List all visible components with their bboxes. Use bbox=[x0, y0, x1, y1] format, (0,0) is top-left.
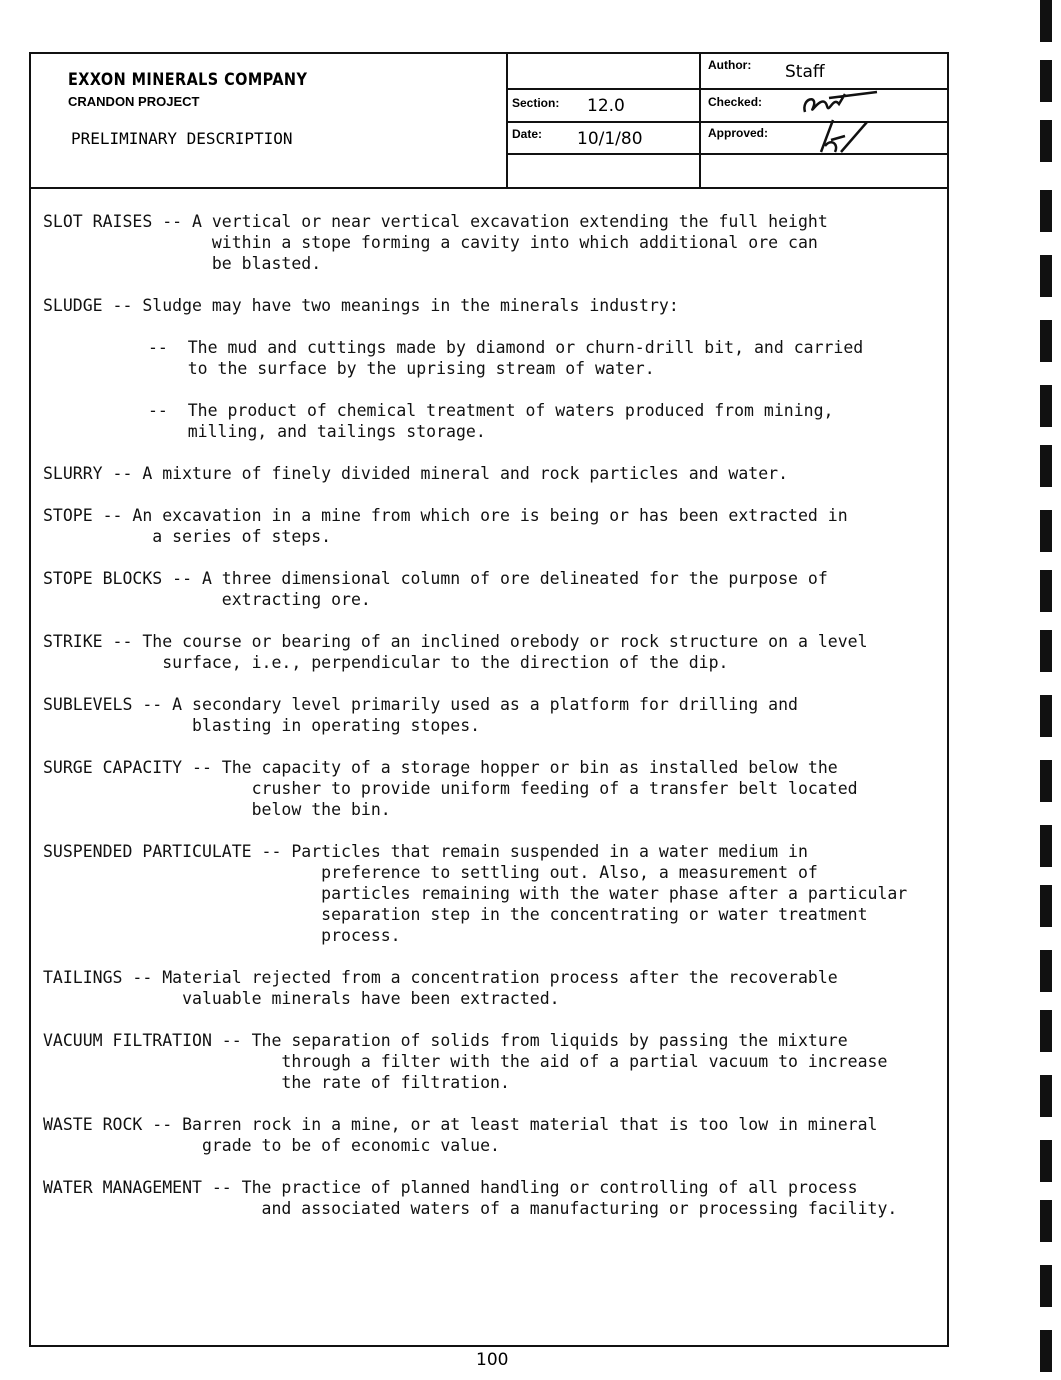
binding-mark bbox=[1040, 570, 1052, 612]
date-value: 10/1/80 bbox=[577, 129, 643, 149]
approved-label: Approved: bbox=[708, 126, 768, 140]
company-name: EXXON MINERALS COMPANY bbox=[68, 70, 308, 90]
glossary-entry: SLURRY -- A mixture of finely divided mineral and rock particles and water. bbox=[43, 464, 789, 483]
section-label: Section: bbox=[512, 96, 560, 110]
binding-mark bbox=[1040, 760, 1052, 802]
binding-mark bbox=[1040, 1140, 1052, 1182]
page-number: 100 bbox=[476, 1350, 509, 1370]
title-block bbox=[31, 54, 947, 189]
glossary-body bbox=[43, 211, 943, 1240]
binding-mark bbox=[1040, 60, 1052, 102]
header-rule bbox=[506, 121, 949, 123]
binding-marks bbox=[1040, 0, 1054, 1380]
glossary-entry: STOPE BLOCKS -- A three dimensional column of ore delineated for the purpose of extracting ore. bbox=[43, 569, 828, 609]
author-label: Author: bbox=[708, 58, 752, 72]
binding-mark bbox=[1040, 445, 1052, 487]
glossary-entry: VACUUM FILTRATION -- The separation of solids from liquids by passing the mixture through a filter with the aid of a partial vacuum to increase the rate of filtration. bbox=[43, 1031, 888, 1092]
glossary-entry: WATER MANAGEMENT -- The practice of planned handling or controlling of all process and associated waters of a manufacturing or processing facility. bbox=[43, 1178, 898, 1218]
binding-mark bbox=[1040, 1265, 1052, 1307]
sub-definition: -- The product of chemical treatment of waters produced from mining, milling, and tailings storage. bbox=[148, 401, 834, 441]
date-label: Date: bbox=[512, 127, 543, 141]
glossary-entry: STOPE -- An excavation in a mine from which ore is being or has been extracted in a series of steps. bbox=[43, 506, 848, 546]
checked-label: Checked: bbox=[708, 95, 763, 109]
binding-mark bbox=[1040, 1075, 1052, 1117]
binding-mark bbox=[1040, 825, 1052, 867]
header-rule bbox=[506, 88, 949, 90]
glossary-entry: SURGE CAPACITY -- The capacity of a storage hopper or bin as installed below the crusher to provide uniform feeding of a transfer belt located below the bin. bbox=[43, 758, 858, 819]
binding-mark bbox=[1040, 0, 1052, 42]
glossary-entry: SLOT RAISES -- A vertical or near vertical excavation extending the full height within a stope forming a cavity into which additional ore can be blasted. bbox=[43, 212, 828, 273]
binding-mark bbox=[1040, 695, 1052, 737]
binding-mark bbox=[1040, 255, 1052, 297]
sub-definition: -- The mud and cuttings made by diamond or churn-drill bit, and carried to the surface by the uprising stream of water. bbox=[148, 338, 864, 378]
binding-mark bbox=[1040, 1200, 1052, 1242]
glossary-entry: TAILINGS -- Material rejected from a concentration process after the recoverable valuable minerals have been extracted. bbox=[43, 968, 838, 1008]
binding-mark bbox=[1040, 950, 1052, 992]
glossary-entry: WASTE ROCK -- Barren rock in a mine, or at least material that is too low in mineral grade to be of economic value. bbox=[43, 1115, 878, 1155]
approved-signature bbox=[811, 116, 871, 156]
binding-mark bbox=[1040, 1010, 1052, 1052]
glossary-entry: STRIKE -- The course or bearing of an inclined orebody or rock structure on a level surface, i.e., perpendicular to the direction of the dip. bbox=[43, 632, 868, 672]
glossary-entry: SUBLEVELS -- A secondary level primarily used as a platform for drilling and blasting in operating stopes. bbox=[43, 695, 798, 735]
project-name: CRANDON PROJECT bbox=[68, 94, 200, 109]
binding-mark bbox=[1040, 385, 1052, 427]
binding-mark bbox=[1040, 120, 1052, 162]
glossary-entry: SUSPENDED PARTICULATE -- Particles that remain suspended in a water medium in preference to settling out. Also, a measurement of particles remaining with the water phase after a particular separation step in the concentrating or water treatment process. bbox=[43, 842, 908, 945]
binding-mark bbox=[1040, 320, 1052, 362]
binding-mark bbox=[1040, 190, 1052, 232]
checked-signature bbox=[799, 86, 879, 120]
binding-mark bbox=[1040, 630, 1052, 672]
header-rule bbox=[506, 153, 949, 155]
document-title: PRELIMINARY DESCRIPTION bbox=[71, 129, 293, 148]
document-frame bbox=[29, 52, 949, 1347]
section-value: 12.0 bbox=[587, 96, 625, 116]
binding-mark bbox=[1040, 885, 1052, 927]
binding-mark bbox=[1040, 1330, 1052, 1372]
glossary-entry: SLUDGE -- Sludge may have two meanings in the minerals industry: bbox=[43, 296, 679, 315]
author-value: Staff bbox=[785, 62, 825, 82]
binding-mark bbox=[1040, 510, 1052, 552]
